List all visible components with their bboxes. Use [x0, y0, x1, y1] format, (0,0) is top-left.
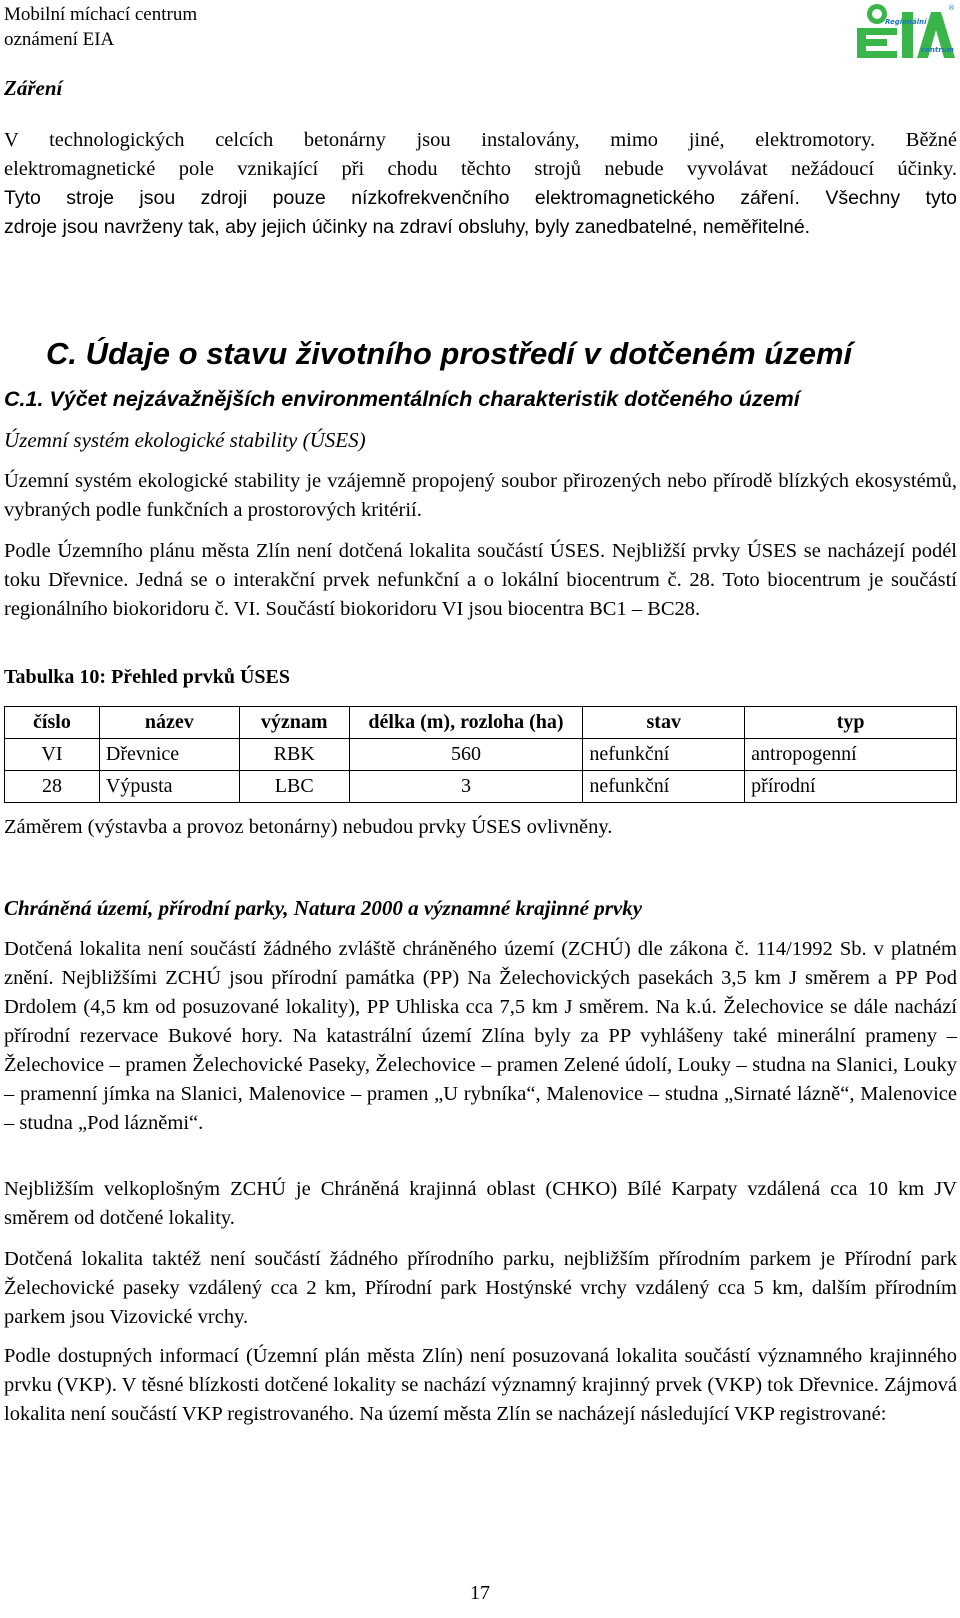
- table-cell: 3: [349, 771, 583, 803]
- uses-paragraph-1: Územní systém ekologické stability je vzájemně propojený soubor přirozených nebo přírodě blízkých ekosystémů, vybraných podle funkčních a prostorových kritérií.: [4, 470, 957, 521]
- uses-heading: Územní systém ekologické stability (ÚSES): [4, 428, 366, 452]
- table-cell: Výpusta: [99, 771, 239, 803]
- header-title: Mobilní míchací centrum: [4, 4, 198, 25]
- section-c1-heading: C.1. Výčet nejzávažnějších environmentálních charakteristik dotčeného území: [4, 387, 800, 411]
- column-header-typ: typ: [745, 707, 957, 739]
- chranena-paragraph-1: Dotčená lokalita není součástí žádného zvláště chráněného území (ZCHÚ) dle zákona č. 114/1992 Sb. v platném znění. Nejbližšími ZCHÚ jsou přírodní památka (PP) Na Želechovických pasekách 3,5 km J směrem a PP Pod Drdolem (4,5 km od posuzované lokality), PP Uhliska cca 7,5 km J směrem. Na k.ú. Želechovice se dále nachází přírodní rezervace Bukové hory. Na katastrální území Zlína byly za PP vyhlášeny také minerální prameny – Želechovice – pramen Želechovické Paseky, Želechovice – pramen Zelené údolí, Louky – studna na Slanici, Louky – pramenní jímka na Slanici, Malenovice – pramen „U rybníka“, Malenovice – studna „Sirnaté lázně“, Malenovice – studna „Pod lázněmi“.: [4, 938, 957, 1134]
- logo-text-bottom: centrum: [921, 46, 954, 54]
- section-c-heading: C. Údaje o stavu životního prostředí v dotčeném území: [46, 336, 853, 371]
- table-cell: 28: [5, 771, 100, 803]
- table-caption: Tabulka 10: Přehled prvků ÚSES: [4, 666, 291, 688]
- table-header-row: [5, 707, 957, 739]
- logo-registered-mark: ®: [948, 4, 955, 12]
- table-cell: LBC: [239, 771, 349, 803]
- zareni-line: Tyto stroje jsou zdroji pouze nízkofrekvenčního elektromagnetického záření. Všechny tyto: [4, 187, 957, 209]
- zareni-paragraph: [4, 126, 957, 242]
- zareni-heading: Záření: [4, 76, 63, 100]
- chranena-paragraph-4: Podle dostupných informací (Územní plán města Zlín) není posuzovaná lokalita součástí významného krajinného prvku (VKP). V těsné blízkosti dotčené lokality se nachází významný krajinný prvek (VKP) tok Dřevnice. Zájmová lokalita není součástí VKP registrovaného. Na území města Zlín se nacházejí následující VKP registrované:: [4, 1345, 957, 1425]
- column-header-delka: délka (m), rozloha (ha): [349, 707, 583, 739]
- uses-after-table: Záměrem (výstavba a provoz betonárny) nebudou prvky ÚSES ovlivněny.: [4, 816, 613, 838]
- column-header-cislo: číslo: [5, 707, 100, 739]
- table-row: [5, 739, 957, 771]
- table-cell: nefunkční: [583, 739, 745, 771]
- chranena-paragraph-2: Nejbližším velkoplošným ZCHÚ je Chráněná krajinná oblast (CHKO) Bílé Karpaty vzdálená cca 10 km JV směrem od dotčené lokality.: [4, 1178, 957, 1229]
- table-cell: 560: [349, 739, 583, 771]
- page-number: 17: [470, 1582, 490, 1604]
- table-cell: antropogenní: [745, 739, 957, 771]
- column-header-vyznam: význam: [239, 707, 349, 739]
- table-cell: nefunkční: [583, 771, 745, 803]
- table-cell: Dřevnice: [99, 739, 239, 771]
- logo-text-top: Regionální: [885, 18, 927, 26]
- chranena-paragraph-3: Dotčená lokalita taktéž není součástí žádného přírodního parku, nejbližším přírodním parkem je Přírodní park Želechovické paseky vzdálený cca 2 km, Přírodní park Hostýnské vrchy vzdálený cca 5 km, dalším přírodním parkem jsou Vizovické vrchy.: [4, 1248, 957, 1328]
- regionalni-centrum-eia-logo: [855, 2, 955, 60]
- uses-table: [4, 706, 957, 803]
- table-cell: RBK: [239, 739, 349, 771]
- column-header-nazev: název: [99, 707, 239, 739]
- column-header-stav: stav: [583, 707, 745, 739]
- table-cell: přírodní: [745, 771, 957, 803]
- chranena-heading: Chráněná území, přírodní parky, Natura 2000 a významné krajinné prvky: [4, 896, 643, 920]
- table-row: [5, 771, 957, 803]
- header-subtitle: oznámení EIA: [4, 29, 115, 50]
- zareni-line: zdroje jsou navrženy tak, aby jejich účinky na zdraví obsluhy, byly zanedbatelné, neměřitelné.: [4, 216, 811, 238]
- uses-paragraph-2: Podle Územního plánu města Zlín není dotčená lokalita součástí ÚSES. Nejbližší prvky ÚSES se nacházejí podél toku Dřevnice. Jedná se o interakční prvek nefunkční a o lokální biocentrum č. 28. Toto biocentrum je součástí regionálního biokoridoru č. VI. Součástí biokoridoru VI jsou biocentra BC1 – BC28.: [4, 540, 957, 620]
- document-header: [4, 2, 197, 52]
- zareni-line: V technologických celcích betonárny jsou instalovány, mimo jiné, elektromotory. Běžné: [4, 129, 957, 151]
- zareni-line: elektromagnetické pole vznikající při chodu těchto strojů nebude vyvolávat nežádoucí účinky.: [4, 158, 957, 180]
- table-cell: VI: [5, 739, 100, 771]
